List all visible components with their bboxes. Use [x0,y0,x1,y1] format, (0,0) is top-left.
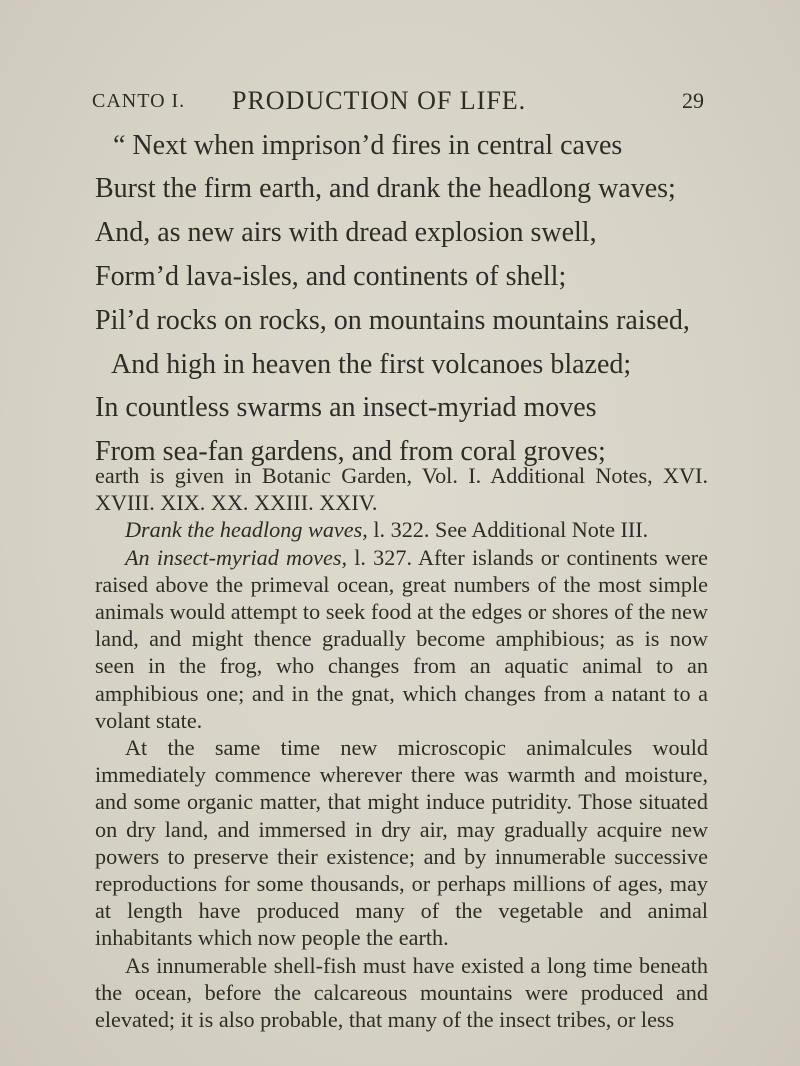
note-paragraph: earth is given in Botanic Garden, Vol. I. Additional Notes, XVI. XVIII. XIX. XX. XXIII. XXIV. [95,463,708,516]
note-paragraph: Drank the headlong waves, l. 322. See Additional Note III. [125,517,649,543]
note-reference: Drank the headlong waves, [125,517,368,543]
note-paragraph: An insect-myriad moves, l. 327. After islands or continents were raised above the primeval ocean, great numbers of the most simple animals would attempt to seek food at the edges or shores of the new land, and might thence gradually become amphibious; as is now seen in the frog, who changes from an aquatic animal to an amphibious one; and in the gnat, which changes from a natant to a volant state. [95,544,708,733]
verse-line: And high in heaven the first volcanoes blazed; [111,349,632,380]
page-number: 29 [682,88,704,113]
page-title: PRODUCTION OF LIFE. [232,86,527,115]
verse-line: In countless swarms an insect-myriad moves [95,392,597,423]
verse-line: And, as new airs with dread explosion swell, [95,217,597,248]
note-paragraph: At the same time new microscopic animalcules would immediately commence wherever there was warmth and moisture, and some organic matter, that might induce putridity. Those situated on dry land, and immersed in dry air, may gradually acquire new powers to preserve their existence; and by innumerable successive reproductions for some thousands, or perhaps millions of ages, may at length have produced many of the vegetable and animal inhabitants which now people the earth. [95,735,708,951]
verse-line: Pil’d rocks on rocks, on mountains mountains raised, [95,305,690,336]
verse-line: Form’d lava-isles, and continents of shell; [95,261,567,292]
verse-line: Burst the firm earth, and drank the headlong waves; [95,173,676,204]
note-reference: An insect-myriad moves, [125,544,348,570]
verse-line: From sea-fan gardens, and from coral groves; [95,436,606,467]
running-head [92,86,704,116]
canto-label: CANTO I. [92,90,186,112]
footnotes [95,462,708,1033]
note-paragraph: As innumerable shell-fish must have existed a long time beneath the ocean, before the calcareous mountains were produced and elevated; it is also probable, that many of the insect tribes, or less [95,952,708,1033]
verse-line: “ Next when imprison’d fires in central caves [113,130,623,161]
